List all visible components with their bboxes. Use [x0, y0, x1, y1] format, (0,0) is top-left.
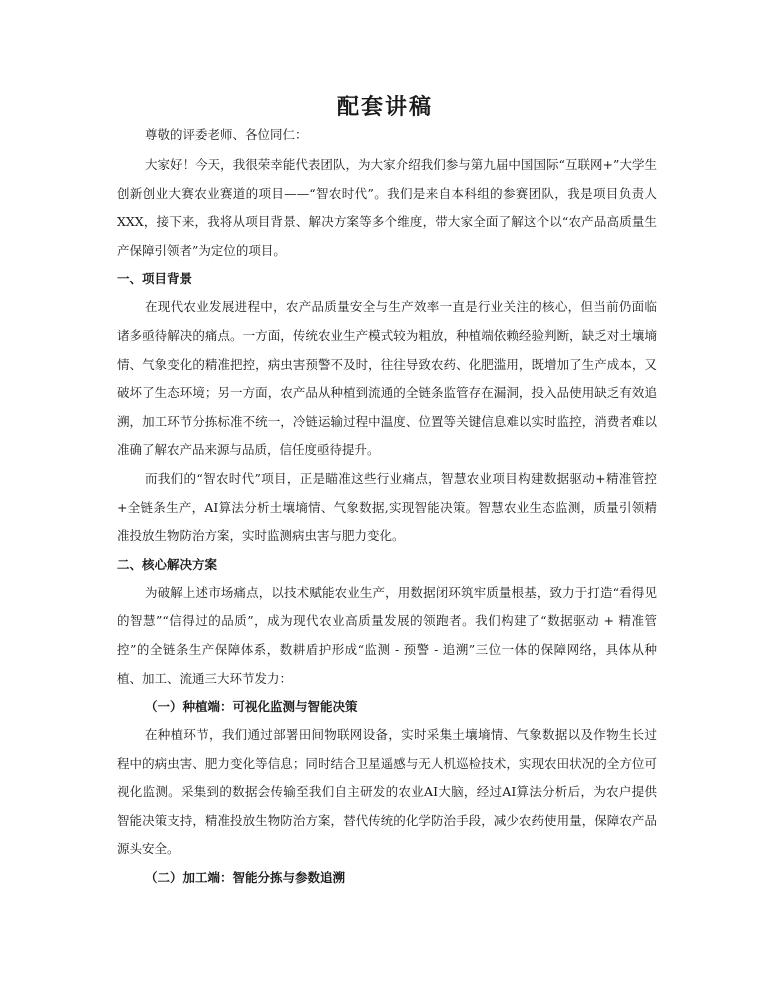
paragraph-background-2: 而我们的“智农时代”项目，正是瞄准这些行业痛点，智慧农业项目构建数据驱动+精准管控+全链条生产，AI算法分析土壤墒情、气象数据,实现智能决策。智慧农业生态监测，质量引领精准投放生物防治方案，实时监测病虫害与肥力变化。	[117, 470, 657, 544]
paragraph-intro: 大家好！今天，我很荣幸能代表团队，为大家介绍我们参与第九届中国国际“互联网+”大学生创新创业大赛农业赛道的项目——“智农时代”。我们是来自本科组的参赛团队，我是项目负责人XXX，接下来，我将从项目背景、解决方案等多个维度，带大家全面了解这个以“农产品高质量生产保障引领者”为定位的项目。	[117, 157, 657, 258]
paragraph-solution-1: 为破解上述市场痛点，以技术赋能农业生产，用数据闭环筑牢质量根基，致力于打造“看得见的智慧”“信得过的品质”，成为现代农业高质量发展的领跑者。我们构建了“数据驱动 + 精准管控”的全链条生产保障体系，数耕盾护形成“监测 - 预警 - 追溯”三位一体的保障网络，具体从种植、加工、流通三大环节发力：	[117, 584, 657, 686]
subheading-processing: （二）加工端：智能分拣与参数追溯	[145, 870, 346, 886]
section-heading-background: 一、项目背景	[117, 271, 193, 287]
paragraph-planting-1: 在种植环节，我们通过部署田间物联网设备，实时采集土壤墒情、气象数据以及作物生长过程中的病虫害、肥力变化等信息；同时结合卫星遥感与无人机巡检技术，实现农田状况的全方位可视化监测。采集到的数据会传输至我们自主研发的农业AI大脑，经过AI算法分析后，为农户提供智能决策支持，精准投放生物防治方案，替代传统的化学防治手段，减少农药使用量，保障农产品源头安全。	[117, 727, 657, 857]
document-body	[117, 126, 657, 892]
salutation: 尊敬的评委老师、各位同仁：	[145, 127, 308, 142]
document-title: 配套讲稿	[336, 94, 433, 120]
paragraph-background-1: 在现代农业发展进程中，农产品质量安全与生产效率一直是行业关注的核心，但当前仍面临诸多亟待解决的痛点。一方面，传统农业生产模式较为粗放，种植端依赖经验判断，缺乏对土壤墒情、气象变化的精准把控，病虫害预警不及时，往往导致农药、化肥滥用，既增加了生产成本，又破坏了生态环境；另一方面，农产品从种植到流通的全链条监管存在漏洞，投入品使用缺乏有效追溯，加工环节分拣标准不统一，冷链运输过程中温度、位置等关键信息难以实时监控，消费者难以准确了解农产品来源与品质，信任度亟待提升。	[117, 299, 657, 458]
section-heading-solution: 二、核心解决方案	[117, 556, 218, 572]
subheading-planting: （一）种植端：可视化监测与智能决策	[145, 699, 358, 715]
